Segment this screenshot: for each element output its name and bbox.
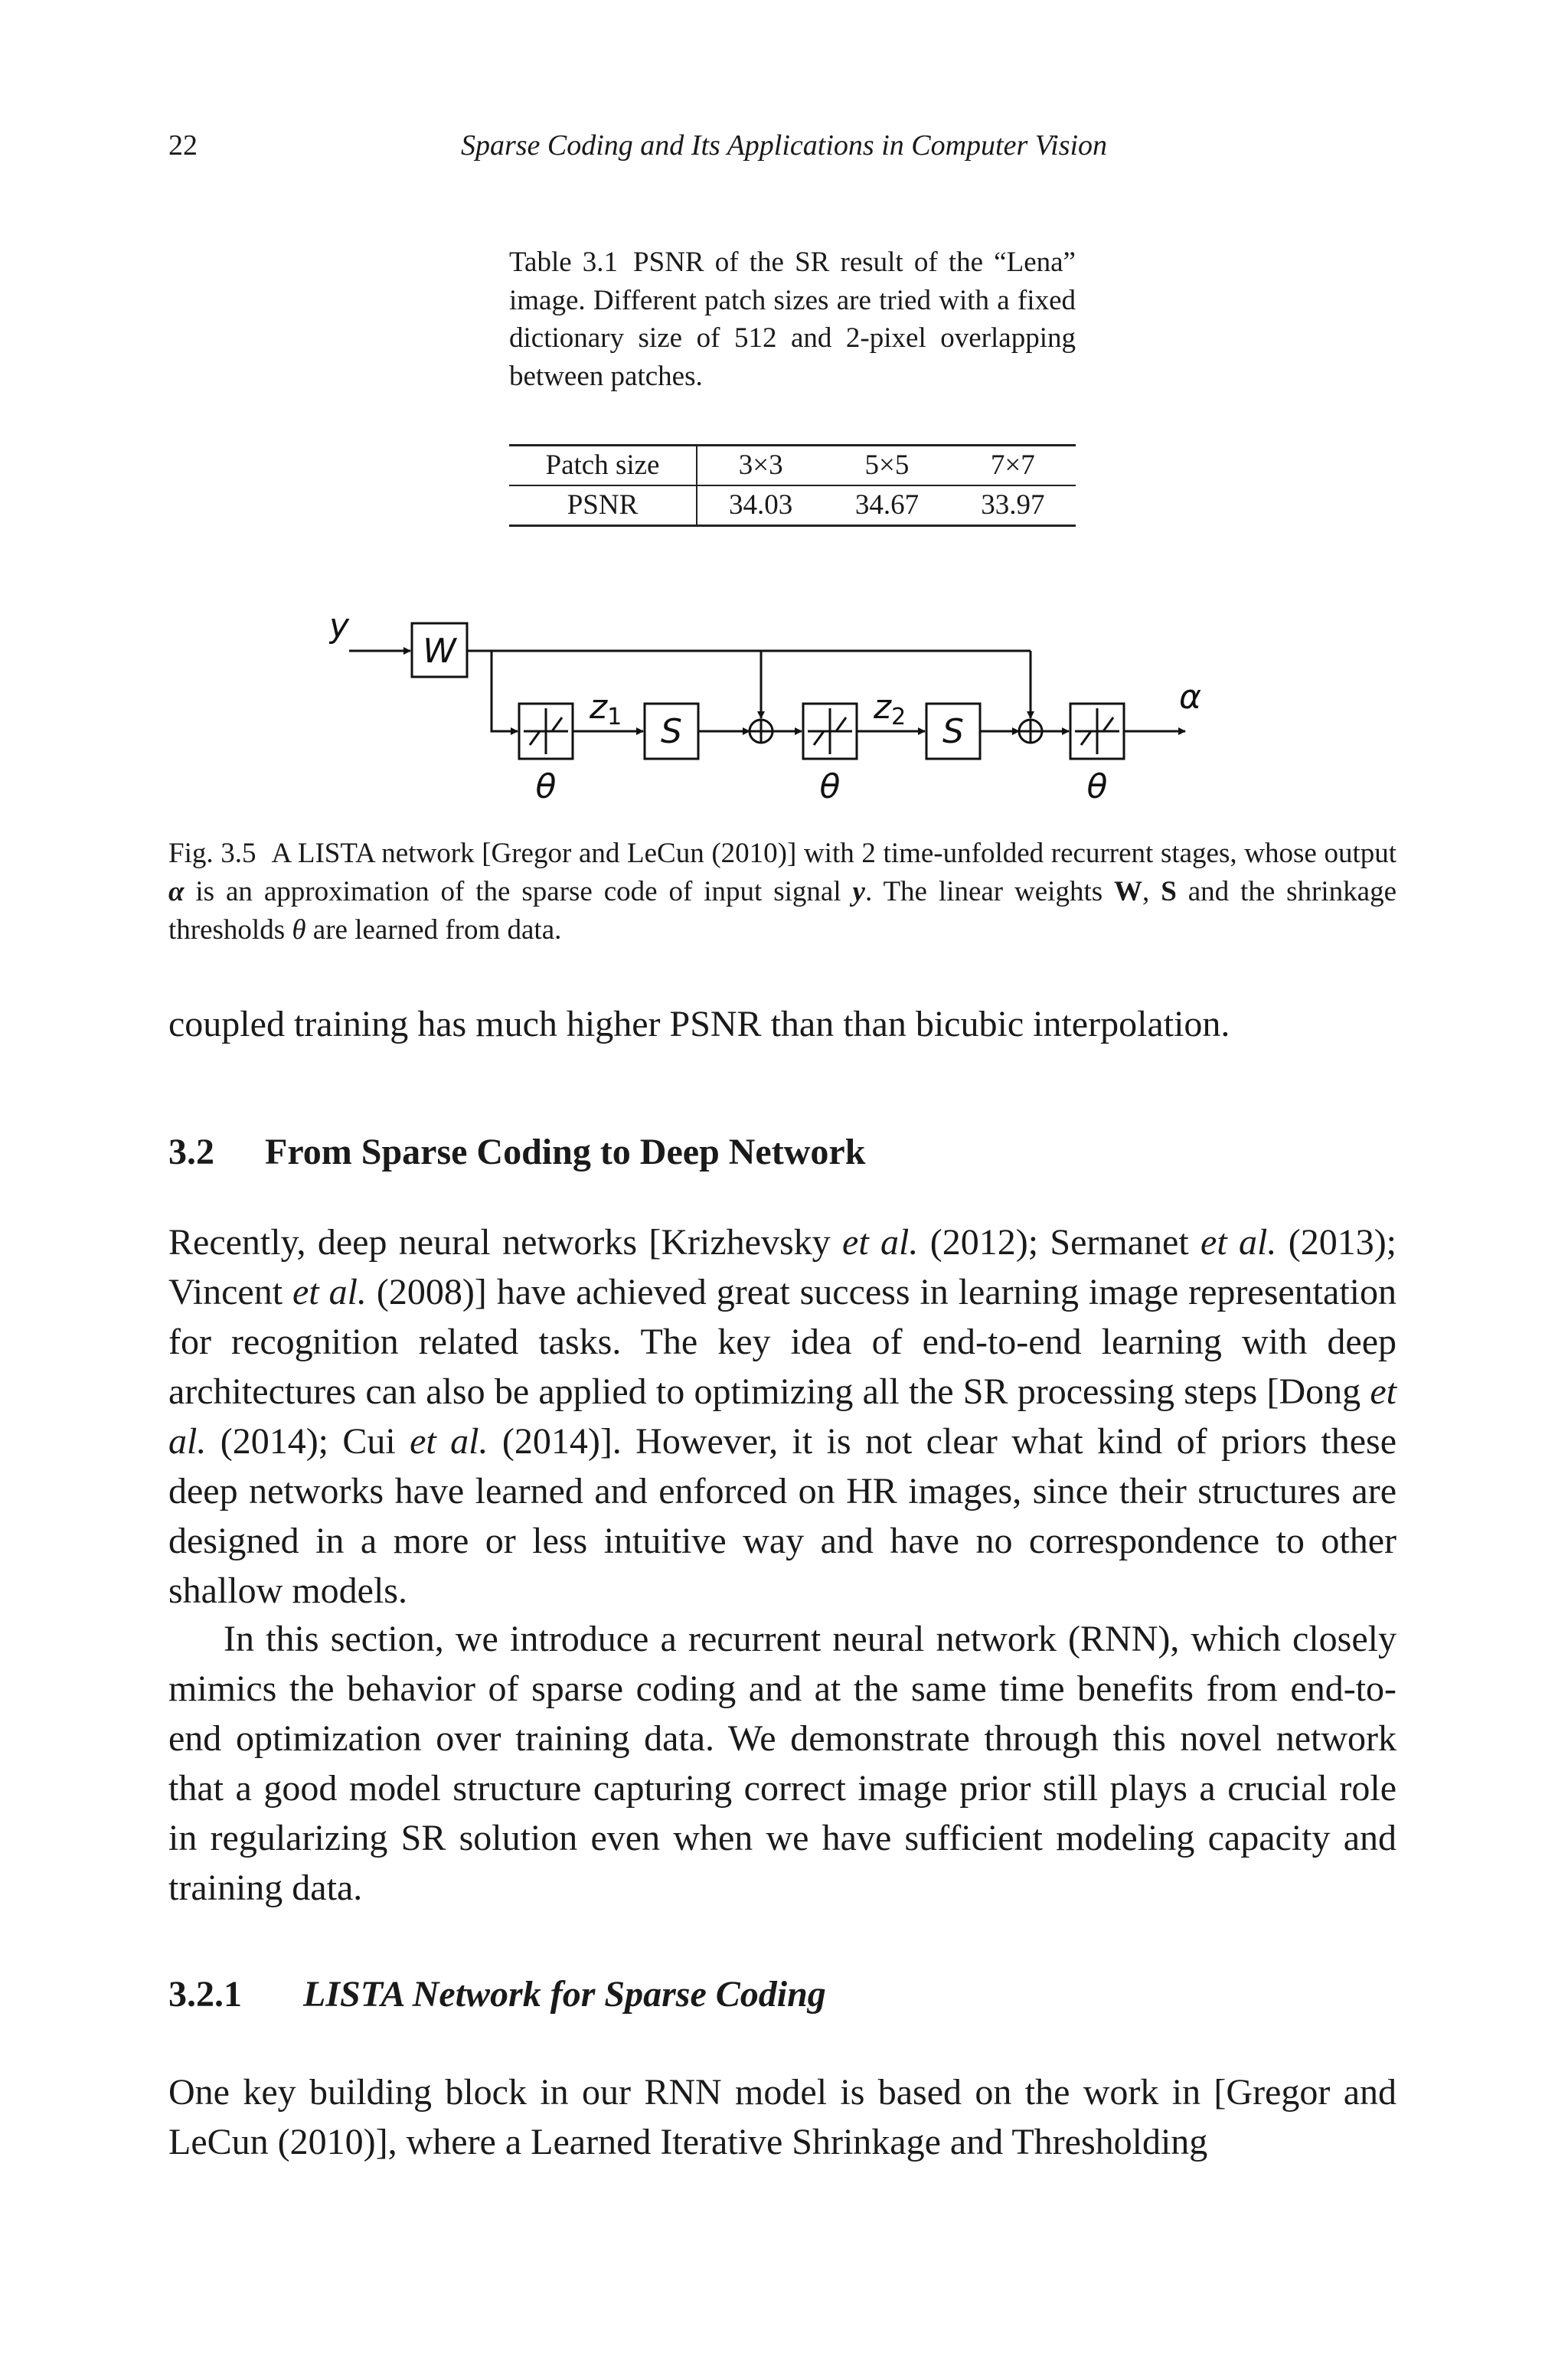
text-run: (2013); Vincent xyxy=(168,1222,1397,1312)
table-header-cell: 7×7 xyxy=(950,446,1076,486)
text-run-italic: et al. xyxy=(842,1222,919,1263)
text-run-italic: et al. xyxy=(410,1421,488,1462)
caption-text: and the shrinkage thresholds xyxy=(168,876,1397,946)
table-label: Table 3.1 xyxy=(509,247,619,278)
subsection-title: LISTA Network for Sparse Coding xyxy=(303,1974,826,2015)
text-run-italic: et al. xyxy=(168,1371,1396,1462)
section-title: From Sparse Coding to Deep Network xyxy=(265,1132,866,1172)
caption-text: , xyxy=(1142,876,1161,907)
caption-symbol-y: y xyxy=(852,876,865,907)
text-run-italic: et al. xyxy=(1200,1222,1277,1263)
theta-label-3: θ xyxy=(1086,767,1108,804)
caption-text: is an approximation of the sparse code of input signal xyxy=(184,876,853,907)
table-cell: 34.67 xyxy=(824,485,949,526)
text-run: Recently, deep neural networks [Krizhevsky xyxy=(168,1222,843,1263)
text-run: (2012); Sermanet xyxy=(918,1222,1201,1263)
s-label-1: S xyxy=(661,712,682,751)
table-cell: PSNR xyxy=(509,485,697,526)
z1-subscript: 1 xyxy=(607,704,622,730)
subsection-heading xyxy=(168,1972,826,2018)
input-label: y xyxy=(329,606,350,645)
text-run-italic: et al. xyxy=(292,1272,367,1312)
text-run: (2014)]. However, it is not clear what kind of priors these deep networks have learned and enforced on HR images, since their structures are designed in a more or less intuitive way and have no correspondence to other shallow models. xyxy=(168,1421,1397,1611)
section-heading xyxy=(168,1129,865,1175)
bus-drop-1 xyxy=(492,651,518,731)
z2-label xyxy=(873,688,906,730)
paragraph xyxy=(168,1217,1396,1616)
output-label: α xyxy=(1179,678,1202,717)
z1-label xyxy=(589,688,622,730)
theta-label-1: θ xyxy=(535,767,557,804)
text-run: (2008)] have achieved great success in learning image representation for recognition related tasks. The key idea of end-to-end learning with deep architectures can also be applied to optimizing all the SR processing steps [Dong xyxy=(168,1272,1396,1412)
z2-letter: z xyxy=(874,688,892,727)
caption-symbol-theta: θ xyxy=(292,914,306,946)
z2-subscript: 2 xyxy=(891,704,906,730)
figure-label: Fig. 3.5 xyxy=(168,838,256,869)
table-caption xyxy=(509,243,1076,395)
paragraph-continuation: coupled training has much higher PSNR than than bicubic interpolation. xyxy=(168,1004,1230,1044)
caption-text: . The linear weights xyxy=(864,876,1115,907)
caption-symbol-s: S xyxy=(1161,876,1177,907)
paragraph: In this section, we introduce a recurrent neural network (RNN), which closely mimics the behavior of sparse coding and at the same time benefits from end-to-end optimization over training data. We demonstrate through this novel network that a good model structure capturing correct image prior still plays a crucial role in regularizing SR solution even when we have sufficient modeling capacity and training data. xyxy=(168,1619,1396,1908)
table-header-cell: Patch size xyxy=(509,446,697,486)
psnr-table xyxy=(509,444,1076,527)
paragraph: One key building block in our RNN model is based on the work in [Gregor and LeCun (2010)], where a Learned Iterative Shrinkage and Thresholding xyxy=(168,2072,1396,2162)
running-title: Sparse Coding and Its Applications in Computer Vision xyxy=(460,129,1108,162)
subsection-number: 3.2.1 xyxy=(168,1974,242,2015)
lista-diagram xyxy=(329,597,1248,804)
caption-symbol-alpha: α xyxy=(168,876,185,907)
figure-caption xyxy=(168,835,1396,949)
caption-text: are learned from data. xyxy=(305,914,562,946)
table-header-row xyxy=(509,446,1076,486)
table-caption-text: PSNR of the SR result of the “Lena” image. Different patch sizes are tried with a fixed dictionary size of 512 and 2-pixel overlapping between patches. xyxy=(509,247,1076,392)
caption-text: A LISTA network [Gregor and LeCun (2010)] with 2 time-unfolded recurrent stages, whose output xyxy=(271,838,1397,869)
text-run: (2014); Cui xyxy=(206,1421,410,1462)
w-label: W xyxy=(423,632,456,671)
table-cell: 33.97 xyxy=(950,485,1076,526)
table-header-cell: 3×3 xyxy=(697,446,824,486)
caption-symbol-w: W xyxy=(1114,876,1143,907)
table-row xyxy=(509,485,1076,526)
table-header-cell: 5×5 xyxy=(824,446,949,486)
s-label-2: S xyxy=(942,712,964,751)
section-number: 3.2 xyxy=(168,1132,214,1172)
page-number: 22 xyxy=(168,129,198,162)
theta-label-2: θ xyxy=(819,767,841,804)
z1-letter: z xyxy=(590,688,608,727)
table-cell: 34.03 xyxy=(697,485,824,526)
